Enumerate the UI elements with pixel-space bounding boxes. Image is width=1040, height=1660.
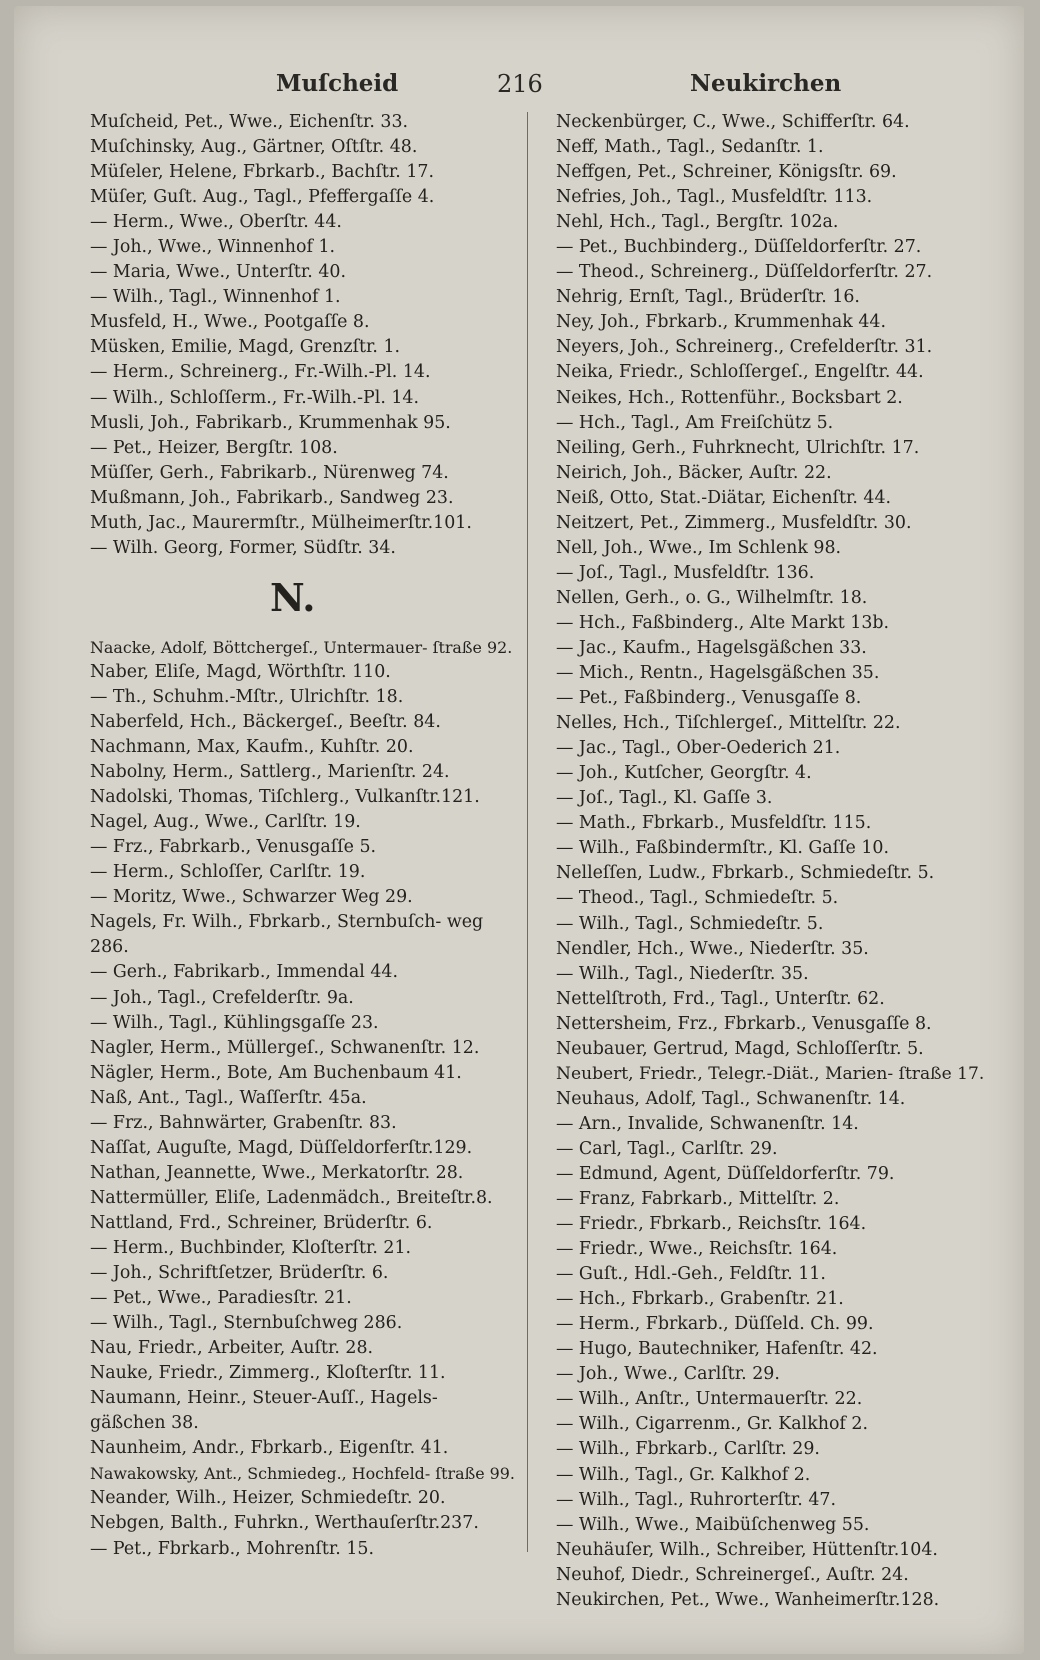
directory-entry: — Hch., Fbrkarb., Grabenſtr. 21. [556, 1289, 844, 1310]
directory-entry: Nau, Friedr., Arbeiter, Auſtr. 28. [90, 1338, 374, 1359]
directory-entry: — Maria, Wwe., Unterſtr. 40. [90, 262, 347, 283]
directory-entry: — Wilh., Cigarrenm., Gr. Kalkhof 2. [556, 1414, 868, 1435]
directory-entry: Nehl, Hch., Tagl., Bergſtr. 102a. [556, 212, 839, 233]
directory-entry: — Mich., Rentn., Hagelsgäßchen 35. [556, 663, 880, 684]
directory-entry: — Wilh., Tagl., Winnenhof 1. [90, 287, 341, 308]
directory-entry: Musli, Joh., Fabrikarb., Krummenhak 95. [90, 412, 451, 433]
directory-entry: — Wilh., Tagl., Niederſtr. 35. [556, 963, 809, 984]
directory-entry: — Math., Fbrkarb., Musfeldſtr. 115. [556, 813, 872, 834]
directory-entry: Neuhaus, Adolf, Tagl., Schwanenſtr. 14. [556, 1088, 906, 1109]
directory-entry: Nawakowsky, Ant., Schmiedeg., Hochfeld- ſtraße 99. [90, 1464, 515, 1484]
directory-entry: — Pet., Buchbinderg., Düſſeldorferſtr. 27. [556, 237, 922, 258]
section-letter-heading: N. [270, 574, 316, 620]
directory-entry: Nägler, Herm., Bote, Am Buchenbaum 41. [90, 1062, 462, 1083]
directory-entry: Neika, Friedr., Schloſſergeſ., Engelſtr. 44. [556, 362, 924, 383]
right-entries [556, 110, 986, 1613]
directory-entry: — Wilh., Anſtr., Untermauerſtr. 22. [556, 1389, 863, 1410]
directory-entry: Neubauer, Gertrud, Magd, Schloſſerſtr. 5. [556, 1038, 924, 1059]
directory-entry: — Theod., Schreinerg., Düſſeldorferſtr. 27. [556, 262, 933, 283]
directory-entry: Neuhäuſer, Wilh., Schreiber, Hüttenſtr.104. [556, 1539, 938, 1560]
directory-entry: Nebgen, Balth., Fuhrkn., Werthauſerſtr.237. [90, 1513, 479, 1534]
directory-entry: — Pet., Wwe., Paradiesſtr. 21. [90, 1288, 352, 1309]
directory-entry: — Carl, Tagl., Carlſtr. 29. [556, 1138, 778, 1159]
column-divider [527, 112, 528, 1552]
directory-entry: — Joſ., Tagl., Kl. Gaſſe 3. [556, 788, 773, 809]
directory-entry: Muſcheid, Pet., Wwe., Eichenſtr. 33. [90, 112, 409, 132]
directory-entry: — Jac., Kaufm., Hagelsgäßchen 33. [556, 637, 867, 658]
directory-entry: Neikes, Hch., Rottenführ., Bocksbart 2. [556, 387, 903, 408]
directory-entry: — Theod., Tagl., Schmiedeſtr. 5. [556, 888, 839, 909]
directory-entry: Muſchinsky, Aug., Gärtner, Oſtſtr. 48. [90, 137, 418, 158]
directory-entry: — Wilh., Tagl., Gr. Kalkhof 2. [556, 1464, 811, 1485]
directory-entry: Nabolny, Herm., Sattlerg., Marienſtr. 24. [90, 762, 450, 783]
directory-entry: Muth, Jac., Maurermſtr., Mülheimerſtr.101. [90, 512, 472, 533]
directory-entry: — Wilh., Schloſſerm., Fr.-Wilh.-Pl. 14. [90, 387, 420, 408]
directory-entry: — Arn., Invalide, Schwanenſtr. 14. [556, 1113, 859, 1134]
directory-entry: Neiß, Otto, Stat.-Diätar, Eichenſtr. 44. [556, 487, 892, 508]
directory-entry: Neckenbürger, C., Wwe., Schifferſtr. 64. [556, 112, 910, 132]
left-entries-m [90, 110, 516, 561]
right-column [556, 110, 986, 1613]
directory-entry: Nelleſſen, Ludw., Fbrkarb., Schmiedeſtr. 5. [556, 863, 935, 884]
directory-entry: Ney, Joh., Fbrkarb., Krummenhak 44. [556, 312, 887, 333]
directory-entry: — Franz, Fabrkarb., Mittelſtr. 2. [556, 1189, 840, 1210]
directory-entry: Nattermüller, Eliſe, Ladenmädch., Breiteſtr.8. [90, 1187, 493, 1208]
directory-entry: — Friedr., Wwe., Reichsſtr. 164. [556, 1239, 838, 1260]
directory-entry: — Pet., Fbrkarb., Mohrenſtr. 15. [90, 1538, 374, 1559]
directory-entry: Nehrig, Ernſt, Tagl., Brüderſtr. 16. [556, 287, 860, 308]
directory-entry: Naunheim, Andr., Fbrkarb., Eigenſtr. 41. [90, 1438, 449, 1459]
directory-entry: Nachmann, Max, Kaufm., Kuhſtr. 20. [90, 737, 414, 758]
directory-entry: — Frz., Fabrkarb., Venusgaſſe 5. [90, 837, 377, 858]
directory-entry: — Wilh. Georg, Former, Südſtr. 34. [90, 537, 396, 558]
directory-entry: Neubert, Friedr., Telegr.-Diät., Marien- ſtraße 17. [556, 1063, 985, 1084]
directory-entry: — Herm., Buchbinder, Kloſterſtr. 21. [90, 1237, 412, 1258]
directory-entry: — Herm., Wwe., Oberſtr. 44. [90, 212, 342, 233]
directory-entry: Neitzert, Pet., Zimmerg., Musfeldſtr. 30. [556, 512, 912, 533]
directory-entry: — Wilh., Wwe., Maibüſchenweg 55. [556, 1514, 870, 1535]
directory-entry: — Th., Schuhm.-Mſtr., Ulrichſtr. 18. [90, 686, 404, 707]
directory-entry: Nell, Joh., Wwe., Im Schlenk 98. [556, 537, 842, 558]
directory-entry: Neffgen, Pet., Schreiner, Königsſtr. 69. [556, 162, 897, 183]
directory-entry: Naſſat, Auguſte, Magd, Düſſeldorferſtr.129. [90, 1137, 473, 1158]
directory-entry: — Hch., Tagl., Am Freiſchütz 5. [556, 412, 834, 433]
page-number: 216 [497, 70, 543, 98]
directory-entry: Nendler, Hch., Wwe., Niederſtr. 35. [556, 938, 869, 959]
directory-entry: — Joh., Schriftſetzer, Brüderſtr. 6. [90, 1263, 389, 1284]
directory-entry: — Joh., Wwe., Carlſtr. 29. [556, 1364, 780, 1385]
directory-entry: — Friedr., Fbrkarb., Reichsſtr. 164. [556, 1214, 867, 1235]
directory-entry: Nettersheim, Frz., Fbrkarb., Venusgaſſe 8. [556, 1013, 932, 1034]
directory-entry: — Moritz, Wwe., Schwarzer Weg 29. [90, 887, 413, 908]
directory-entry: Nagler, Herm., Müllergeſ., Schwanenſtr. 12. [90, 1037, 480, 1058]
directory-entry: — Wilh., Tagl., Schmiedeſtr. 5. [556, 913, 824, 934]
directory-entry: Neirich, Joh., Bäcker, Auſtr. 22. [556, 462, 832, 483]
page-header [0, 62, 1040, 102]
directory-entry: — Jac., Tagl., Ober-Oederich 21. [556, 738, 841, 759]
directory-entry: — Frz., Bahnwärter, Grabenſtr. 83. [90, 1112, 397, 1133]
directory-entry: Naacke, Adolf, Böttchergeſ., Untermauer- ſtraße 92. [90, 637, 513, 657]
directory-entry: — Joh., Kutſcher, Georgſtr. 4. [556, 763, 812, 784]
left-column [90, 110, 516, 1562]
directory-entry: Musfeld, H., Wwe., Pootgaſſe 8. [90, 312, 370, 333]
directory-entry: — Herm., Fbrkarb., Düſſeld. Ch. 99. [556, 1314, 874, 1335]
directory-entry: Müſer, Guſt. Aug., Tagl., Pfeffergaſſe 4. [90, 187, 435, 208]
directory-entry: Nadolski, Thomas, Tiſchlerg., Vulkanſtr.121. [90, 787, 480, 808]
directory-entry: — Hugo, Bautechniker, Hafenſtr. 42. [556, 1339, 878, 1360]
directory-entry: Nagel, Aug., Wwe., Carlſtr. 19. [90, 812, 361, 833]
directory-entry: Naß, Ant., Tagl., Waſſerſtr. 45a. [90, 1087, 367, 1108]
directory-entry: Neff, Math., Tagl., Sedanſtr. 1. [556, 137, 824, 158]
directory-entry: Naberfeld, Hch., Bäckergeſ., Beeſtr. 84. [90, 711, 441, 732]
directory-entry: Mußmann, Joh., Fabrikarb., Sandweg 23. [90, 487, 454, 508]
directory-entry: — Gerh., Fabrikarb., Immendal 44. [90, 962, 398, 983]
directory-entry: Nauke, Friedr., Zimmerg., Kloſterſtr. 11. [90, 1363, 446, 1384]
directory-entry: — Hch., Faßbinderg., Alte Markt 13b. [556, 612, 890, 633]
directory-entry: Neiling, Gerh., Fuhrknecht, Ulrichſtr. 17. [556, 437, 920, 458]
directory-entry: — Wilh., Tagl., Kühlingsgaſſe 23. [90, 1012, 379, 1033]
directory-entry: — Pet., Heizer, Bergſtr. 108. [90, 437, 338, 458]
directory-entry: — Edmund, Agent, Düſſeldorferſtr. 79. [556, 1163, 895, 1184]
directory-entry: — Joh., Wwe., Winnenhof 1. [90, 237, 336, 258]
directory-entry: — Wilh., Tagl., Ruhrorterſtr. 47. [556, 1489, 837, 1510]
directory-entry: Naber, Eliſe, Magd, Wörthſtr. 110. [90, 661, 391, 682]
directory-entry: Neander, Wilh., Heizer, Schmiedeſtr. 20. [90, 1488, 446, 1509]
directory-entry: Nefries, Joh., Tagl., Musfeldſtr. 113. [556, 187, 873, 208]
header-right-keyword: Neukirchen [690, 70, 842, 97]
left-entries-n [90, 635, 516, 1562]
directory-entry: Nagels, Fr. Wilh., Fbrkarb., Sternbuſch- weg 286. [90, 912, 484, 958]
directory-entry: Nellen, Gerh., o. G., Wilhelmſtr. 18. [556, 587, 868, 608]
directory-entry: Naumann, Heinr., Steuer-Auſſ., Hagels- gäßchen 38. [90, 1388, 438, 1434]
directory-entry: — Herm., Schloſſer, Carlſtr. 19. [90, 862, 366, 883]
directory-entry: Müsken, Emilie, Magd, Grenzſtr. 1. [90, 337, 401, 358]
directory-entry: — Herm., Schreinerg., Fr.-Wilh.-Pl. 14. [90, 362, 431, 383]
directory-entry: — Joh., Tagl., Crefelderſtr. 9a. [90, 987, 354, 1008]
directory-entry: — Wilh., Fbrkarb., Carlſtr. 29. [556, 1439, 820, 1460]
directory-entry: Müſſer, Gerh., Fabrikarb., Nürenweg 74. [90, 462, 449, 483]
directory-entry: Müſeler, Helene, Fbrkarb., Bachſtr. 17. [90, 162, 434, 183]
directory-entry: — Wilh., Tagl., Sternbuſchweg 286. [90, 1313, 403, 1334]
directory-entry: — Pet., Faßbinderg., Venusgaſſe 8. [556, 688, 862, 709]
header-left-keyword: Muſcheid [276, 70, 399, 97]
directory-entry: Neukirchen, Pet., Wwe., Wanheimerſtr.128. [556, 1589, 940, 1610]
directory-entry: — Wilh., Faßbindermſtr., Kl. Gaſſe 10. [556, 838, 890, 859]
directory-entry: Nettelſtroth, Frd., Tagl., Unterſtr. 62. [556, 988, 885, 1009]
directory-entry: Neyers, Joh., Schreinerg., Crefelderſtr. 31. [556, 337, 933, 358]
directory-entry: Nathan, Jeannette, Wwe., Merkatorſtr. 28. [90, 1162, 464, 1183]
directory-entry: Neuhof, Diedr., Schreinergeſ., Auſtr. 24. [556, 1564, 909, 1585]
directory-entry: Nattland, Frd., Schreiner, Brüderſtr. 6. [90, 1212, 433, 1233]
directory-entry: Nelles, Hch., Tiſchlergeſ., Mittelſtr. 22. [556, 713, 901, 734]
directory-entry: — Joſ., Tagl., Musfeldſtr. 136. [556, 562, 815, 583]
directory-entry: — Guſt., Hdl.-Geh., Feldſtr. 11. [556, 1264, 826, 1285]
